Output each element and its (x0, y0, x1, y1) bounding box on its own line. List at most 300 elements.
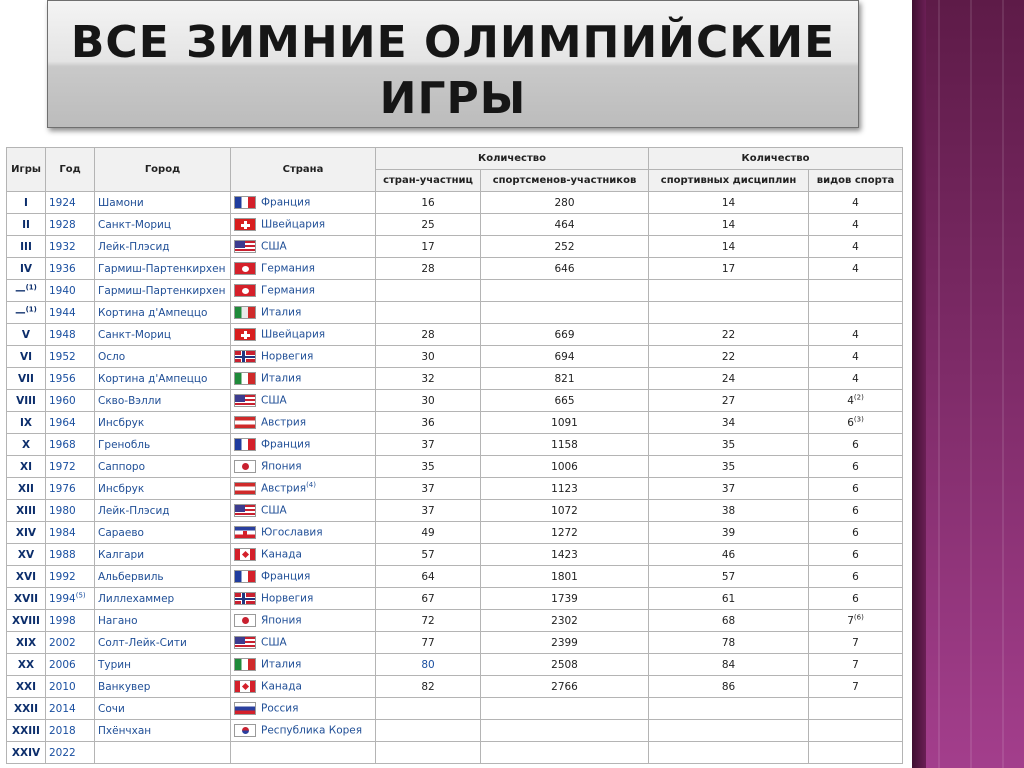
cell-disciplines-text: 86 (721, 680, 736, 693)
cell-games[interactable] (7, 676, 46, 698)
cell-city[interactable] (95, 588, 231, 610)
cell-disciplines (649, 566, 809, 588)
cell-games-text[interactable]: XIII (16, 504, 36, 517)
slide-title-box (47, 0, 859, 128)
cell-year[interactable] (46, 258, 95, 280)
cell-city-text[interactable]: Саппоро (98, 460, 146, 473)
cell-city[interactable] (95, 522, 231, 544)
cell-city-text[interactable]: Инсбрук (98, 482, 145, 495)
cell-games[interactable] (7, 588, 46, 610)
footnote-ref[interactable]: (1) (25, 283, 37, 291)
table-row (7, 522, 903, 544)
cell-city[interactable] (95, 610, 231, 632)
cell-sports-text: 4 (852, 350, 859, 363)
cell-games[interactable] (7, 544, 46, 566)
cell-games[interactable] (7, 368, 46, 390)
cell-athletes (481, 236, 649, 258)
cell-year[interactable] (46, 214, 95, 236)
cell-country[interactable] (231, 346, 376, 368)
cell-city[interactable] (95, 676, 231, 698)
cell-nations (376, 610, 481, 632)
flag-kr-icon (234, 724, 256, 737)
cell-year[interactable] (46, 280, 95, 302)
cell-athletes-text: 1006 (551, 460, 578, 473)
cell-country[interactable] (231, 456, 376, 478)
cell-athletes (481, 544, 649, 566)
cell-year[interactable] (46, 544, 95, 566)
cell-games-text[interactable]: XIV (15, 526, 37, 539)
cell-city-text[interactable]: Санкт-Мориц (98, 218, 171, 231)
cell-disciplines-text: 22 (721, 350, 736, 363)
country-name[interactable]: Австрия (261, 482, 307, 495)
cell-city[interactable] (95, 346, 231, 368)
cell-city[interactable] (95, 654, 231, 676)
cell-games[interactable] (7, 654, 46, 676)
cell-city-text[interactable]: Альбервиль (98, 570, 164, 583)
cell-year-text[interactable]: 1994 (49, 592, 76, 605)
cell-city-text[interactable]: Турин (98, 658, 131, 671)
cell-games-text[interactable]: XXIV (11, 746, 41, 759)
flag-ru-icon (234, 702, 256, 715)
cell-athletes-text: 646 (554, 262, 575, 275)
cell-city[interactable] (95, 500, 231, 522)
cell-city-text[interactable]: Инсбрук (98, 416, 145, 429)
cell-athletes (481, 720, 649, 742)
side-band-stripe (1002, 0, 1004, 768)
cell-country[interactable] (231, 236, 376, 258)
cell-year-text[interactable]: 1992 (49, 570, 76, 583)
cell-year[interactable] (46, 676, 95, 698)
cell-athletes (481, 654, 649, 676)
cell-country[interactable] (231, 192, 376, 214)
country-name[interactable]: Франция (261, 438, 311, 451)
table-row (7, 258, 903, 280)
cell-disciplines (649, 544, 809, 566)
cell-year-text[interactable]: 1988 (49, 548, 76, 561)
cell-sports (809, 654, 903, 676)
cell-nations (376, 478, 481, 500)
cell-games[interactable] (7, 632, 46, 654)
cell-city-text[interactable]: Кортина д'Ампеццо (98, 306, 208, 319)
cell-year-text[interactable]: 1936 (49, 262, 76, 275)
country-name[interactable]: Франция (261, 570, 311, 583)
cell-games-text[interactable]: VII (18, 372, 34, 385)
cell-city-text[interactable]: Лиллехаммер (98, 592, 175, 605)
country-name[interactable]: Япония (261, 614, 302, 627)
cell-year-text[interactable]: 2002 (49, 636, 76, 649)
cell-city[interactable] (95, 236, 231, 258)
cell-games-text[interactable]: XXI (15, 680, 37, 693)
cell-year[interactable] (46, 346, 95, 368)
cell-year[interactable] (46, 500, 95, 522)
cell-games-text[interactable]: — (15, 284, 26, 297)
cell-games[interactable] (7, 522, 46, 544)
cell-year[interactable] (46, 522, 95, 544)
country-name[interactable]: Швейцария (261, 328, 326, 341)
cell-year[interactable] (46, 390, 95, 412)
country-name[interactable]: Канада (261, 680, 302, 693)
cell-disciplines (649, 588, 809, 610)
cell-city[interactable] (95, 302, 231, 324)
cell-games-text[interactable]: XI (19, 460, 32, 473)
cell-disciplines (649, 698, 809, 720)
cell-year[interactable] (46, 632, 95, 654)
cell-year-text[interactable]: 1928 (49, 218, 76, 231)
cell-year-text[interactable]: 1932 (49, 240, 76, 253)
header-year[interactable]: Год (46, 148, 95, 192)
cell-athletes (481, 522, 649, 544)
country-name[interactable]: Норвегия (261, 592, 314, 605)
cell-city-text[interactable]: Скво-Вэлли (98, 394, 162, 407)
cell-city-text[interactable]: Лейк-Плэсид (98, 504, 170, 517)
cell-city[interactable] (95, 280, 231, 302)
cell-year-text[interactable]: 1948 (49, 328, 76, 341)
cell-city-text[interactable]: Гармиш-Партенкирхен (98, 284, 226, 297)
table-row (7, 346, 903, 368)
cell-year-text[interactable]: 1976 (49, 482, 76, 495)
cell-country[interactable] (231, 478, 376, 500)
cell-year[interactable] (46, 324, 95, 346)
slide-title-line-1: ВСЕ ЗИМНИЕ ОЛИМПИЙСКИЕ (70, 17, 836, 68)
cell-year[interactable] (46, 698, 95, 720)
olympics-table-container (6, 147, 902, 759)
cell-year-text[interactable]: 1956 (49, 372, 76, 385)
cell-nations-text[interactable]: 80 (421, 658, 435, 671)
side-band-stripe (938, 0, 940, 768)
cell-games[interactable] (7, 500, 46, 522)
table-row (7, 412, 903, 434)
country-name[interactable]: США (261, 636, 287, 649)
cell-city[interactable] (95, 566, 231, 588)
cell-athletes (481, 214, 649, 236)
cell-year-text[interactable]: 1940 (49, 284, 76, 297)
cell-games[interactable] (7, 214, 46, 236)
cell-city[interactable] (95, 544, 231, 566)
country-name[interactable]: Германия (261, 262, 315, 275)
cell-athletes (481, 500, 649, 522)
table-row (7, 280, 903, 302)
cell-city[interactable] (95, 324, 231, 346)
cell-nations (376, 720, 481, 742)
country-name[interactable]: Норвегия (261, 350, 314, 363)
cell-disciplines-text: 78 (721, 636, 736, 649)
cell-city-text[interactable]: Ванкувер (98, 680, 151, 693)
cell-games-text[interactable]: V (21, 328, 31, 341)
cell-games[interactable] (7, 478, 46, 500)
cell-games-text[interactable]: — (15, 306, 26, 319)
cell-year-text[interactable]: 2022 (49, 746, 76, 759)
cell-games-text[interactable]: XII (18, 482, 34, 495)
header-city[interactable]: Город (95, 148, 231, 192)
cell-country[interactable] (231, 280, 376, 302)
cell-games[interactable] (7, 456, 46, 478)
cell-games-text[interactable]: XXII (13, 702, 38, 715)
cell-city-text[interactable]: Осло (98, 350, 126, 363)
cell-athletes (481, 280, 649, 302)
cell-games-text[interactable]: VIII (16, 394, 36, 407)
cell-year[interactable] (46, 368, 95, 390)
cell-year[interactable] (46, 654, 95, 676)
country-name[interactable]: Франция (261, 196, 311, 209)
cell-disciplines (649, 236, 809, 258)
cell-games-text[interactable]: XIX (15, 636, 37, 649)
cell-sports-text: 6 (852, 570, 859, 583)
country-name[interactable]: Япония (261, 460, 302, 473)
cell-country[interactable] (231, 720, 376, 742)
cell-games[interactable] (7, 610, 46, 632)
cell-year[interactable] (46, 456, 95, 478)
cell-country[interactable] (231, 214, 376, 236)
cell-city-text[interactable]: Гармиш-Партенкирхен (98, 262, 226, 275)
cell-disciplines-text: 22 (721, 328, 736, 341)
cell-sports (809, 742, 903, 764)
cell-city-text[interactable]: Лейк-Плэсид (98, 240, 170, 253)
cell-country[interactable] (231, 324, 376, 346)
cell-athletes-text: 252 (554, 240, 575, 253)
header-athletes[interactable]: спортсменов-участников (481, 170, 649, 192)
cell-games[interactable] (7, 302, 46, 324)
cell-city-text[interactable]: Солт-Лейк-Сити (98, 636, 187, 649)
cell-nations-text: 28 (421, 262, 435, 275)
cell-year-text[interactable]: 1964 (49, 416, 76, 429)
cell-year-text[interactable]: 1998 (49, 614, 76, 627)
cell-country[interactable] (231, 390, 376, 412)
cell-city[interactable] (95, 720, 231, 742)
cell-games[interactable] (7, 280, 46, 302)
cell-games[interactable] (7, 346, 46, 368)
footnote-ref[interactable]: (3) (853, 415, 864, 423)
cell-year[interactable] (46, 720, 95, 742)
cell-year[interactable] (46, 610, 95, 632)
cell-nations-text: 37 (421, 504, 435, 517)
footnote-ref[interactable]: (6) (853, 613, 864, 621)
cell-nations[interactable] (376, 654, 481, 676)
cell-city[interactable] (95, 742, 231, 764)
cell-athletes-text: 665 (554, 394, 575, 407)
cell-athletes-text: 2302 (551, 614, 578, 627)
cell-year-text[interactable]: 1972 (49, 460, 76, 473)
cell-country[interactable] (231, 302, 376, 324)
country-name[interactable]: Италия (261, 372, 302, 385)
cell-country[interactable] (231, 588, 376, 610)
cell-nations (376, 236, 481, 258)
country-name[interactable]: Италия (261, 658, 302, 671)
cell-city[interactable] (95, 478, 231, 500)
cell-games-text[interactable]: XVI (15, 570, 37, 583)
cell-sports (809, 368, 903, 390)
cell-city-text[interactable]: Пхёнчхан (98, 724, 152, 737)
cell-country[interactable] (231, 632, 376, 654)
cell-games[interactable] (7, 720, 46, 742)
cell-country[interactable] (231, 566, 376, 588)
cell-sports (809, 214, 903, 236)
cell-country[interactable] (231, 434, 376, 456)
country-name[interactable]: США (261, 240, 287, 253)
cell-athletes (481, 368, 649, 390)
cell-games[interactable] (7, 742, 46, 764)
cell-country[interactable] (231, 698, 376, 720)
cell-city[interactable] (95, 412, 231, 434)
cell-disciplines-text: 38 (721, 504, 736, 517)
cell-games-text[interactable]: III (20, 240, 32, 253)
cell-games-text[interactable]: IV (19, 262, 33, 275)
cell-year-text[interactable]: 1944 (49, 306, 76, 319)
cell-city[interactable] (95, 192, 231, 214)
cell-country[interactable] (231, 676, 376, 698)
country-name[interactable]: Швейцария (261, 218, 326, 231)
cell-year-text[interactable]: 1952 (49, 350, 76, 363)
cell-country[interactable] (231, 368, 376, 390)
cell-games[interactable] (7, 412, 46, 434)
cell-year-text[interactable]: 2010 (49, 680, 76, 693)
country-name[interactable]: Югославия (261, 526, 323, 539)
cell-sports (809, 478, 903, 500)
cell-city[interactable] (95, 214, 231, 236)
country-name[interactable]: Канада (261, 548, 302, 561)
cell-games-text[interactable]: VI (19, 350, 33, 363)
flag-it-old-icon (234, 306, 256, 319)
cell-city-text[interactable]: Сочи (98, 702, 125, 715)
cell-year-text[interactable]: 1924 (49, 196, 76, 209)
cell-country[interactable] (231, 258, 376, 280)
cell-athletes-text: 1801 (551, 570, 578, 583)
cell-games-text[interactable]: XX (17, 658, 35, 671)
cell-year[interactable] (46, 588, 95, 610)
cell-sports (809, 720, 903, 742)
cell-games[interactable] (7, 258, 46, 280)
country-name[interactable]: Республика Корея (261, 724, 363, 737)
cell-city[interactable] (95, 698, 231, 720)
cell-sports (809, 632, 903, 654)
cell-city-text[interactable]: Гренобль (98, 438, 151, 451)
cell-athletes-text: 669 (554, 328, 575, 341)
cell-games-text[interactable]: XVII (13, 592, 39, 605)
cell-city[interactable] (95, 258, 231, 280)
cell-year[interactable] (46, 742, 95, 764)
cell-city-text[interactable]: Нагано (98, 614, 138, 627)
cell-city-text[interactable]: Шамони (98, 196, 144, 209)
cell-disciplines-text: 34 (721, 416, 736, 429)
cell-games[interactable] (7, 236, 46, 258)
header-sports[interactable]: видов спорта (809, 170, 903, 192)
cell-year-text[interactable]: 1960 (49, 394, 76, 407)
cell-games-text[interactable]: I (24, 196, 28, 209)
cell-year-text[interactable]: 2018 (49, 724, 76, 737)
cell-nations (376, 258, 481, 280)
cell-nations-text: 37 (421, 482, 435, 495)
cell-year[interactable] (46, 302, 95, 324)
cell-nations-text: 16 (421, 196, 435, 209)
cell-games-text[interactable]: XVIII (12, 614, 40, 627)
table-row (7, 610, 903, 632)
cell-country[interactable] (231, 412, 376, 434)
cell-city[interactable] (95, 434, 231, 456)
cell-sports-text: 4 (847, 394, 854, 407)
cell-nations (376, 412, 481, 434)
cell-sports (809, 412, 903, 434)
cell-city-text[interactable]: Калгари (98, 548, 145, 561)
cell-games[interactable] (7, 434, 46, 456)
cell-city-text[interactable]: Кортина д'Ампеццо (98, 372, 208, 385)
cell-year[interactable] (46, 236, 95, 258)
cell-year-text[interactable]: 2006 (49, 658, 76, 671)
footnote-ref[interactable]: (1) (25, 305, 37, 313)
country-name[interactable]: Россия (261, 702, 299, 715)
cell-country[interactable] (231, 742, 376, 764)
cell-nations-text: 30 (421, 350, 435, 363)
cell-disciplines-text: 57 (721, 570, 736, 583)
cell-disciplines (649, 302, 809, 324)
cell-city[interactable] (95, 390, 231, 412)
cell-country[interactable] (231, 544, 376, 566)
cell-year[interactable] (46, 412, 95, 434)
cell-year-text[interactable]: 1980 (49, 504, 76, 517)
cell-nations (376, 500, 481, 522)
cell-athletes-text: 821 (554, 372, 575, 385)
cell-games-text[interactable]: X (21, 438, 31, 451)
table-row (7, 434, 903, 456)
cell-sports-text: 6 (852, 592, 859, 605)
cell-city-text[interactable]: Санкт-Мориц (98, 328, 171, 341)
country-name[interactable]: Италия (261, 306, 302, 319)
cell-year-text[interactable]: 1984 (49, 526, 76, 539)
cell-year[interactable] (46, 192, 95, 214)
cell-games-text[interactable]: XXIII (12, 724, 40, 737)
footnote-ref[interactable]: (2) (853, 393, 864, 401)
cell-year[interactable] (46, 566, 95, 588)
cell-games[interactable] (7, 390, 46, 412)
cell-country[interactable] (231, 500, 376, 522)
cell-city-text[interactable]: Сараево (98, 526, 144, 539)
cell-games[interactable] (7, 324, 46, 346)
cell-disciplines-text: 61 (721, 592, 736, 605)
cell-games[interactable] (7, 566, 46, 588)
footnote-ref[interactable]: (4) (306, 481, 316, 489)
cell-athletes (481, 434, 649, 456)
cell-year[interactable] (46, 434, 95, 456)
cell-city[interactable] (95, 368, 231, 390)
cell-nations-text: 77 (421, 636, 435, 649)
cell-year-text[interactable]: 2014 (49, 702, 76, 715)
slide-title-line-2: ИГРЫ (379, 73, 527, 124)
cell-city[interactable] (95, 632, 231, 654)
country-name[interactable]: Австрия (261, 416, 307, 429)
cell-country[interactable] (231, 522, 376, 544)
table-body (7, 192, 903, 764)
cell-country[interactable] (231, 654, 376, 676)
header-games[interactable]: Игры (7, 148, 46, 192)
cell-games[interactable] (7, 192, 46, 214)
header-disciplines[interactable]: спортивных дисциплин (649, 170, 809, 192)
table-row (7, 456, 903, 478)
header-country[interactable]: Страна (231, 148, 376, 192)
country-name[interactable]: США (261, 504, 287, 517)
cell-city[interactable] (95, 456, 231, 478)
header-nations[interactable]: стран-участниц (376, 170, 481, 192)
cell-games[interactable] (7, 698, 46, 720)
country-name[interactable]: Германия (261, 284, 315, 297)
cell-athletes (481, 588, 649, 610)
cell-year-text[interactable]: 1968 (49, 438, 76, 451)
cell-games-text[interactable]: IX (19, 416, 32, 429)
country-name[interactable]: США (261, 394, 287, 407)
table-row (7, 632, 903, 654)
footnote-ref[interactable]: (5) (75, 591, 86, 599)
cell-games-text[interactable]: II (22, 218, 30, 231)
cell-games-text[interactable]: XV (17, 548, 35, 561)
cell-year[interactable] (46, 478, 95, 500)
cell-country[interactable] (231, 610, 376, 632)
